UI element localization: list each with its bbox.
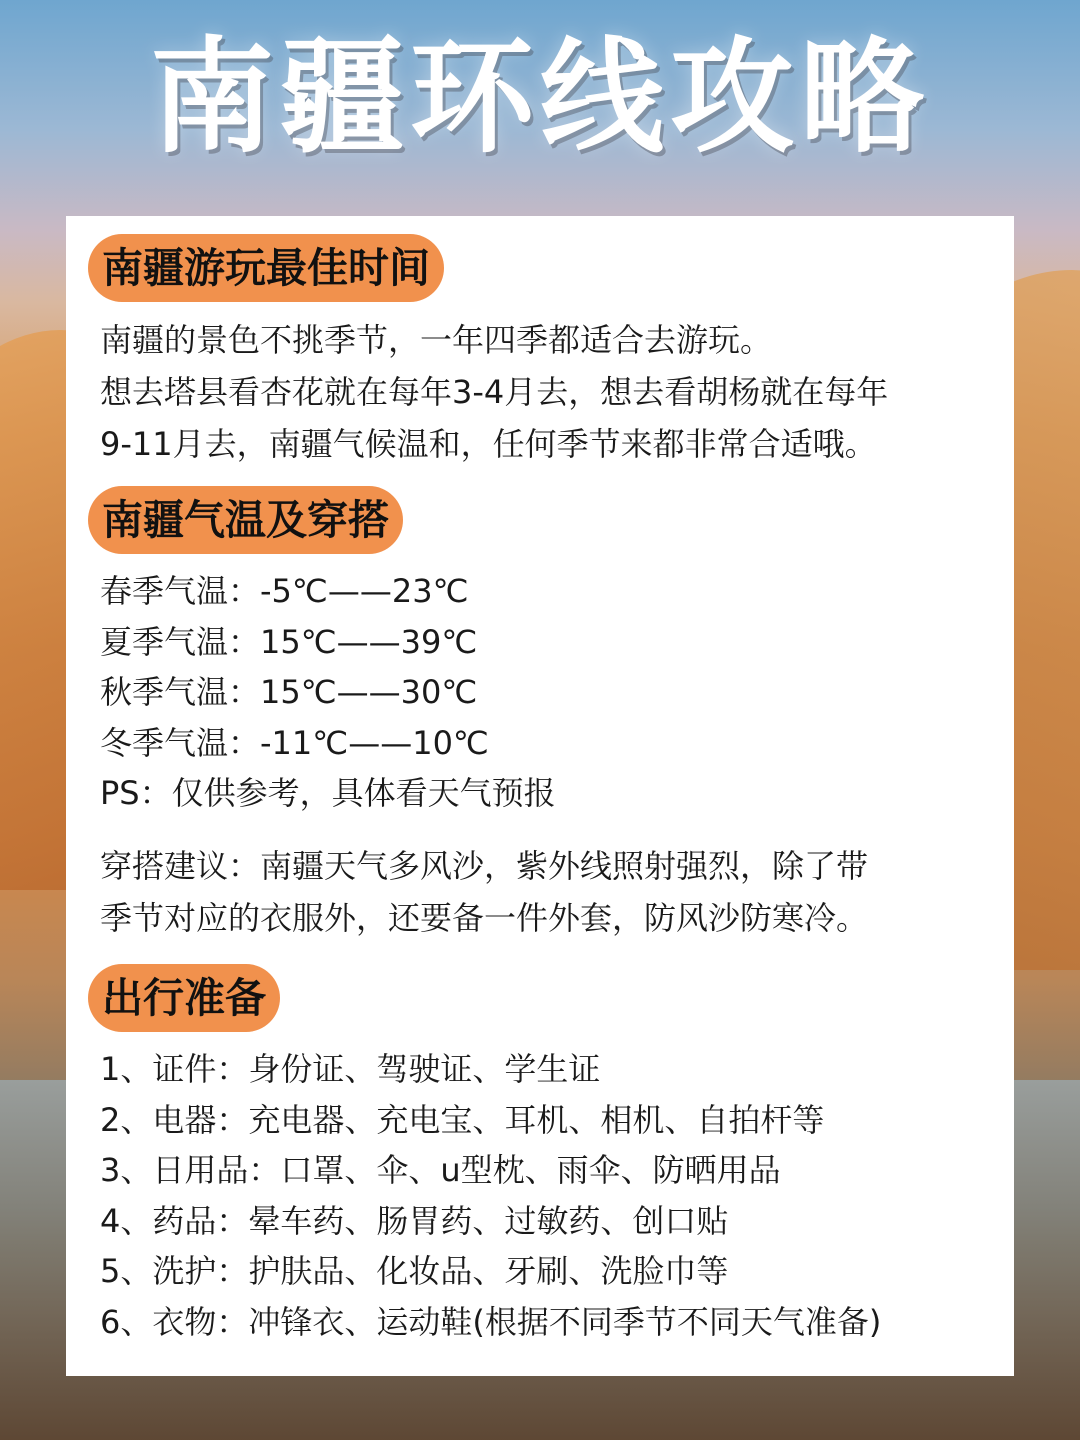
section-heading-best-time: 南疆游玩最佳时间: [88, 234, 444, 302]
temp-winter: 冬季气温：-11℃——10℃: [100, 723, 489, 762]
text-line: 想去塔县看杏花就在每年3-4月去，想去看胡杨就在每年: [100, 373, 889, 411]
page-title: 南疆环线攻略: [149, 25, 930, 170]
temp-autumn: 秋季气温：15℃——30℃: [100, 673, 478, 711]
temp-spring: 春季气温：-5℃——23℃: [100, 572, 469, 610]
text-line: 季节对应的衣服外，还要备一件外套，防风沙防寒冷。: [100, 899, 869, 937]
temperature-list: [100, 566, 556, 819]
list-item: 4、药品：晕车药、肠胃药、过敏药、创口贴: [100, 1201, 729, 1240]
best-time-paragraph: [100, 314, 888, 470]
list-item: 2、电器：充电器、充电宝、耳机、相机、自拍杆等: [100, 1100, 825, 1139]
preparation-list: [100, 1044, 881, 1347]
clothing-advice: [100, 840, 868, 944]
text-line: 9-11月去，南疆气候温和，任何季节来都非常合适哦。: [100, 425, 877, 463]
text-line: 穿搭建议：南疆天气多风沙，紫外线照射强烈，除了带: [100, 847, 869, 885]
list-item: 1、证件：身份证、驾驶证、学生证: [100, 1050, 601, 1088]
text-line: 南疆的景色不挑季节，一年四季都适合去游玩。: [100, 321, 773, 359]
temp-summer: 夏季气温：15℃——39℃: [100, 622, 478, 661]
section-heading-preparation: 出行准备: [88, 964, 280, 1032]
temp-note: PS：仅供参考，具体看天气预报: [100, 774, 556, 812]
list-item: 6、衣物：冲锋衣、运动鞋(根据不同季节不同天气准备): [100, 1302, 882, 1341]
list-item: 5、洗护：护肤品、化妆品、牙刷、洗脸巾等: [100, 1252, 729, 1290]
list-item: 3、日用品：口罩、伞、u型枕、雨伞、防晒用品: [100, 1151, 781, 1189]
section-heading-temperature: 南疆气温及穿搭: [88, 486, 403, 554]
